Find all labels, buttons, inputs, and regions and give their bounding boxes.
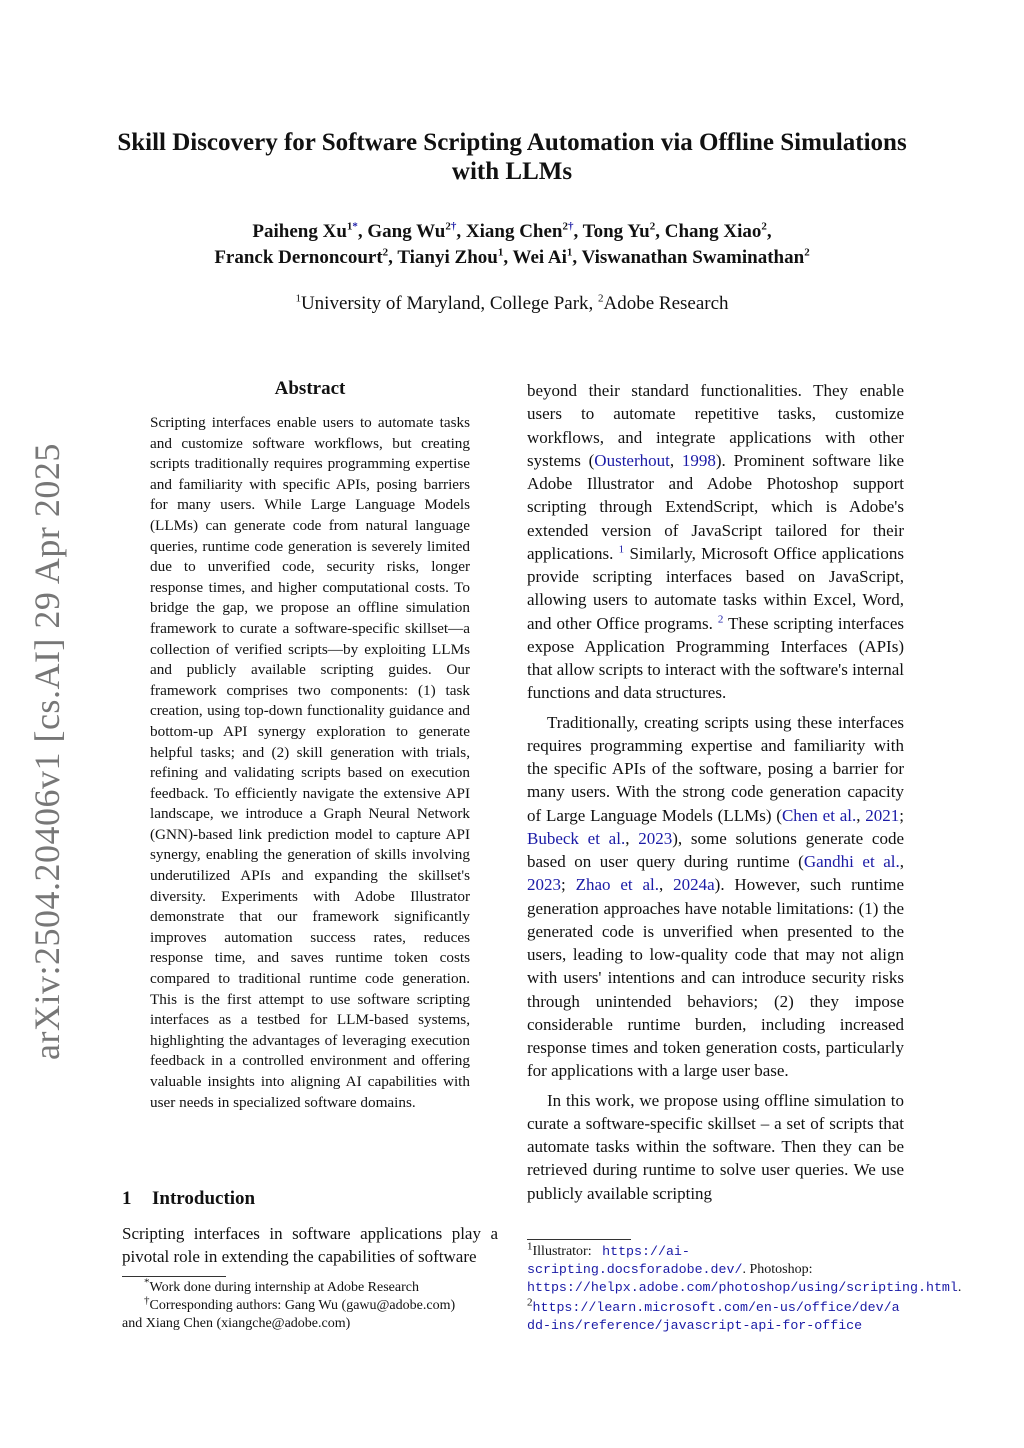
paper-title <box>110 128 914 186</box>
author-affil-mark: 2† <box>562 220 574 233</box>
citation-link[interactable]: 2023 <box>527 875 561 895</box>
paragraph: In this work, we propose using offline simulation to curate a software-specific skillset – a set of scripts that automate tasks within the software. Then they can be retrieved during runtime to solve user queries. We use publicly available scripting <box>527 1090 904 1203</box>
citation-link[interactable]: Chen et al. <box>781 805 857 825</box>
url-link[interactable]: https://helpx.adobe.com/photoshop/using/scripting.html <box>527 1280 958 1295</box>
citation-link[interactable]: 2023 <box>638 828 673 848</box>
paragraph: beyond their standard functionalities. They enable users to automate repetitive tasks, customize workflows, and integrate applications with other systems (Ousterhout, 1998). Prominent software like Adobe Illustrator and Adobe Photoshop support scripting through ExtendScript, which is Adobe's extended version of JavaScript tailored for their applications. $^1$ Similarly, Microsoft Office applications provide scripting interfaces based on JavaScript, allowing users to automate tasks within Excel, Word, and other Office programs. $^2$ These scripting interfaces expose Application Programming Interfaces (APIs) that allow scripts to interact with the software's internal functions and data structures. <box>527 381 905 703</box>
paragraph: Traditionally, creating scripts using these interfaces requires programming expertise and familiarity with the specific APIs of the software, posing a barrier for many users. With the strong code generation capacity of Large Language Models (LLMs) (Chen et al., 2021; Bubeck et al., 2023), some solutions generate code based on user query during runtime (Gandhi et al., 2023; Zhao et al., 2024a). However, such runtime generation approaches have notable limitations: (1) the generated code is unverified when presented to the users, leading to low-quality code that may not align with users' intentions and can introduce security risks through unintended behaviors; (2) they impose considerable runtime burden, including increased response times and token generation costs, particularly for applications with a large user base. <box>527 712 905 1081</box>
author-affil-mark: 2 <box>382 246 389 259</box>
citation-link[interactable]: Zhao et al. <box>575 875 659 895</box>
arxiv-identifier-stamp: arXiv:2504.20406v1 [cs.AI] 29 Apr 2025 <box>27 443 67 1060</box>
section-title: Introduction <box>152 1188 256 1209</box>
author-name: Paiheng Xu <box>252 221 347 242</box>
footnotes-left <box>122 1276 498 1333</box>
author-name: Franck Dernoncourt <box>214 247 383 268</box>
affiliations: $^1$University of Maryland, College Park, $^2$Adobe Research <box>295 292 729 314</box>
section-number: 1 <box>122 1188 132 1209</box>
footnote-divider <box>122 1276 226 1277</box>
title-line-1: Skill Discovery for Software Scripting Automation via Offline Simulations <box>117 129 907 156</box>
author-name: Gang Wu <box>367 221 446 242</box>
author-affil-mark: 1* <box>346 220 358 233</box>
author-affil-mark: 1 <box>497 246 504 259</box>
author-name: Chang Xiao <box>664 221 762 242</box>
footnote-ref-link[interactable]: 1 <box>618 543 625 556</box>
citation-link[interactable]: 2024a <box>673 875 715 895</box>
author-affil-mark: 2 <box>649 220 656 233</box>
url-link[interactable]: https://learn.microsoft.com/en-us/office/dev/add-ins/reference/javascript-api-for-office <box>527 1300 900 1333</box>
author-affil-mark: 2 <box>804 246 810 259</box>
url-link[interactable]: https://ai-scripting.docsforadobe.dev/ <box>527 1244 743 1277</box>
author-name: Viswanathan Swaminathan <box>581 247 805 268</box>
title-line-2: with LLMs <box>451 158 573 185</box>
authors-line-2: Franck Dernoncourt$^2$, Tianyi Zhou$^1$, Wei Ai$^1$, Viswanathan Swaminathan$^2$ <box>214 246 810 268</box>
author-affil-mark: 2† <box>445 220 457 233</box>
footnote-ref-link[interactable]: 2 <box>717 612 724 625</box>
author-name: Tianyi Zhou <box>397 247 498 268</box>
section-heading-introduction <box>122 1188 255 1210</box>
abstract-text: Scripting interfaces enable users to automate tasks and customize software workflows, but creating scripts traditionally requires programming expertise and familiarity with specific APIs, posing barriers for many users. While Large Language Models (LLMs) can generate code from natural language queries, runtime code generation is severely limited due to unverified code, security risks, longer response times, and higher computational costs. To bridge the gap, we propose an offline simulation framework to curate a software-specific skillset—a collection of verified scripts—by exploiting LLMs and publicly available scripting guides. Our framework comprises two components: (1) task creation, using top-down functionality guidance and bottom-up API synergy exploration to generate helpful tasks; and (2) skill generation with trials, refining and validating scripts based on execution feedback. To efficiently navigate the extensive API landscape, we introduce a Graph Neural Network (GNN)-based link prediction model to capture API synergy, enabling the generation of skills involving underutilized APIs and expanding the skillset's diversity. Experiments with Adobe Illustrator demonstrate that our framework significantly improves automation success rates, reduces response time, and saves runtime token costs compared to traditional runtime code generation. This is the first attempt to use software scripting interfaces as a testbed for LLM-based systems, highlighting the advantages of leveraging execution feedback in a controlled environment and offering valuable insights into aligning AI capabilities with user needs in specialized software domains. <box>150 414 470 1111</box>
footnote-office-url: $^2$https://learn.microsoft.com/en-us/office/dev/add-ins/reference/javascript-api-for-office <box>527 1296 900 1333</box>
citation-link[interactable]: 2021 <box>865 805 900 825</box>
footnote-divider <box>527 1239 631 1240</box>
author-affil-mark: 2 <box>761 220 767 233</box>
footnotes-right <box>527 1240 962 1337</box>
authors-line-1: Paiheng $Xu^{1*}$, Gang $Wu^{2\dagger}$, Xiang Chen$^{2\dagger}$, Tong Yu$^2$, Chang Xiao$^2$, <box>252 220 772 242</box>
author-list <box>110 219 914 271</box>
right-column-body <box>527 379 904 1211</box>
author-name: Xiang Chen <box>465 221 563 242</box>
footnote-internship: *Work done during internship at Adobe Research <box>144 1276 419 1295</box>
footnote-corresponding: †Corresponding authors: Gang Wu (gawu@adobe.com) <box>144 1294 456 1313</box>
citation-link[interactable]: Ousterhout <box>594 450 670 470</box>
author-name: Tong Yu <box>582 221 650 242</box>
author-affil-mark: 1 <box>566 246 573 259</box>
author-name: Wei Ai <box>512 247 567 268</box>
citation-link[interactable]: 1998 <box>681 450 716 470</box>
footnote-corresponding-cont: and Xiang Chen (xiangche@adobe.com) <box>122 1316 351 1331</box>
citation-link[interactable]: Bubeck et al. <box>527 828 626 848</box>
citation-link[interactable]: Gandhi et al. <box>803 852 900 871</box>
introduction-paragraph-start: Scripting interfaces in software applications play a pivotal role in extending the capabilities of software <box>122 1224 498 1267</box>
abstract-heading: Abstract <box>274 378 346 399</box>
footnote-scripting-urls: $^1$Illustrator: https://ai-scripting.docsforadobe.dev/. Photoshop: https://helpx.adobe.com/photoshop/using/scripting.html. <box>527 1240 962 1295</box>
